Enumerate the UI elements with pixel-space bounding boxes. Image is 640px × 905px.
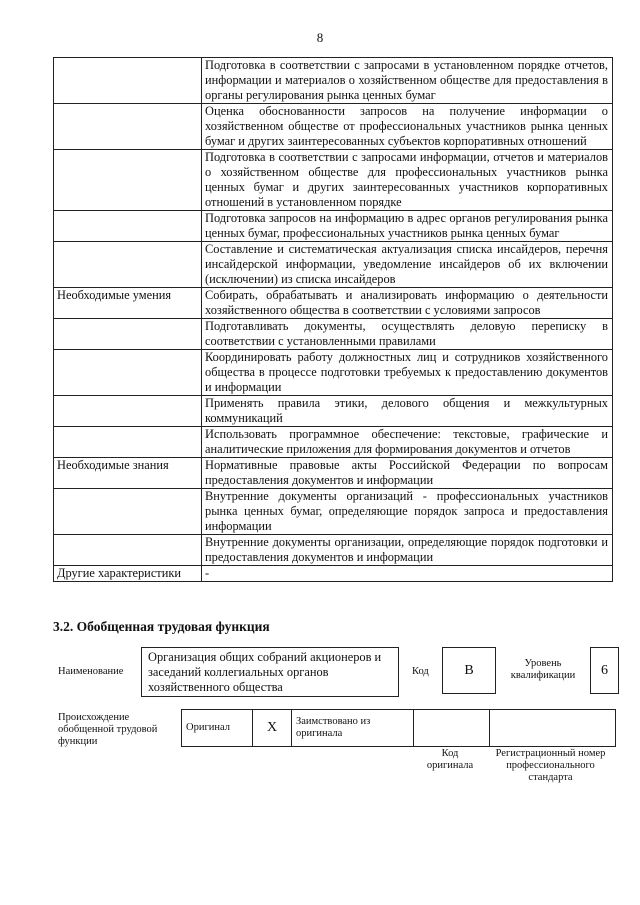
table-row <box>54 396 613 427</box>
function-name-value: Организация общих собраний акционеров и заседаний коллегиальных органов хозяйственного общества <box>141 647 399 697</box>
row-text: Использовать программное обеспечение: текстовые, графические и аналитические приложения для формирования документов и отчетов <box>202 427 613 458</box>
table-row <box>54 458 613 489</box>
code-label: Код <box>412 666 429 677</box>
table-row <box>54 211 613 242</box>
table-row <box>54 288 613 319</box>
row-text: Внутренние документы организаций - профессиональных участников рынка ценных бумаг, определяющие порядок запроса и предоставления информации <box>202 489 613 535</box>
origin-label: Происхождение обобщенной трудовой функции <box>58 712 158 747</box>
table-row <box>54 104 613 150</box>
row-label <box>54 489 202 535</box>
row-label <box>54 535 202 566</box>
row-text: Подготовка в соответствии с запросами в установленном порядке отчетов, информации и материалов о хозяйственном обществе для предоставления в органы регулирования рынка ценных бумаг <box>202 58 613 104</box>
row-label <box>54 211 202 242</box>
row-label-skills: Необходимые умения <box>54 288 202 319</box>
row-label <box>54 104 202 150</box>
table-row <box>54 489 613 535</box>
skills-table <box>53 57 613 582</box>
row-text: Внутренние документы организации, определяющие порядок подготовки и предоставления документов и информации <box>202 535 613 566</box>
row-text: Координировать работу должностных лиц и сотрудников хозяйственного общества в процессе подготовки требуемых к предоставлению документов и информации <box>202 350 613 396</box>
row-text: Собирать, обрабатывать и анализировать информацию о деятельности хозяйственного общества в соответствии с условиями запросов <box>202 288 613 319</box>
row-label <box>54 350 202 396</box>
origin-table <box>181 709 616 747</box>
table-row <box>54 350 613 396</box>
qualification-level-value: 6 <box>590 647 619 694</box>
table-row <box>54 535 613 566</box>
row-text: Оценка обоснованности запросов на получение информации о хозяйственном обществе от профессиональных участников рынка ценных бумаг и других заинтересованных субъектов корпоративных отношений <box>202 104 613 150</box>
reg-number-cell <box>490 710 616 747</box>
row-label <box>54 427 202 458</box>
section-title: 3.2. Обобщенная трудовая функция <box>53 619 270 634</box>
row-label-knowledge: Необходимые знания <box>54 458 202 489</box>
row-text: Подготовка запросов на информацию в адрес органов регулирования рынка ценных бумаг, профессиональных участников рынка ценных бумаг <box>202 211 613 242</box>
row-text: Составление и систематическая актуализация списка инсайдеров, перечня инсайдерской информации, уведомление инсайдеров об их включении (исключении) из списка инсайдеров <box>202 242 613 288</box>
page-number: 8 <box>316 30 324 45</box>
original-label: Оригинал <box>182 710 253 747</box>
row-label <box>54 242 202 288</box>
code-original-label: Код оригинала <box>426 748 474 771</box>
reg-number-label: Регистрационный номер профессионального стандарта <box>495 748 606 783</box>
table-row <box>54 58 613 104</box>
row-text: Подготовка в соответствии с запросами информации, отчетов и материалов о хозяйственном обществе для профессиональных участников рынка ценных бумаг и других заинтересованных участников корпоративных отношений в установленном порядке <box>202 150 613 211</box>
original-mark: X <box>253 710 292 747</box>
table-row <box>54 566 613 582</box>
row-text: Применять правила этики, делового общения и межкультурных коммуникаций <box>202 396 613 427</box>
code-value: B <box>442 647 496 694</box>
row-label <box>54 319 202 350</box>
code-original-cell <box>414 710 490 747</box>
borrowed-label: Заимствовано из оригинала <box>292 710 414 747</box>
table-row <box>54 150 613 211</box>
qualification-level-label: Уровень квалификации <box>510 658 576 681</box>
row-label <box>54 150 202 211</box>
row-text: - <box>202 566 613 582</box>
table-row <box>54 427 613 458</box>
row-label-other: Другие характеристики <box>54 566 202 582</box>
row-label <box>54 396 202 427</box>
row-text: Подготавливать документы, осуществлять деловую переписку в соответствии с установленными правилами <box>202 319 613 350</box>
table-row <box>54 242 613 288</box>
name-label: Наименование <box>58 666 124 677</box>
row-text: Нормативные правовые акты Российской Федерации по вопросам предоставления документов и информации <box>202 458 613 489</box>
table-row <box>54 319 613 350</box>
row-label <box>54 58 202 104</box>
